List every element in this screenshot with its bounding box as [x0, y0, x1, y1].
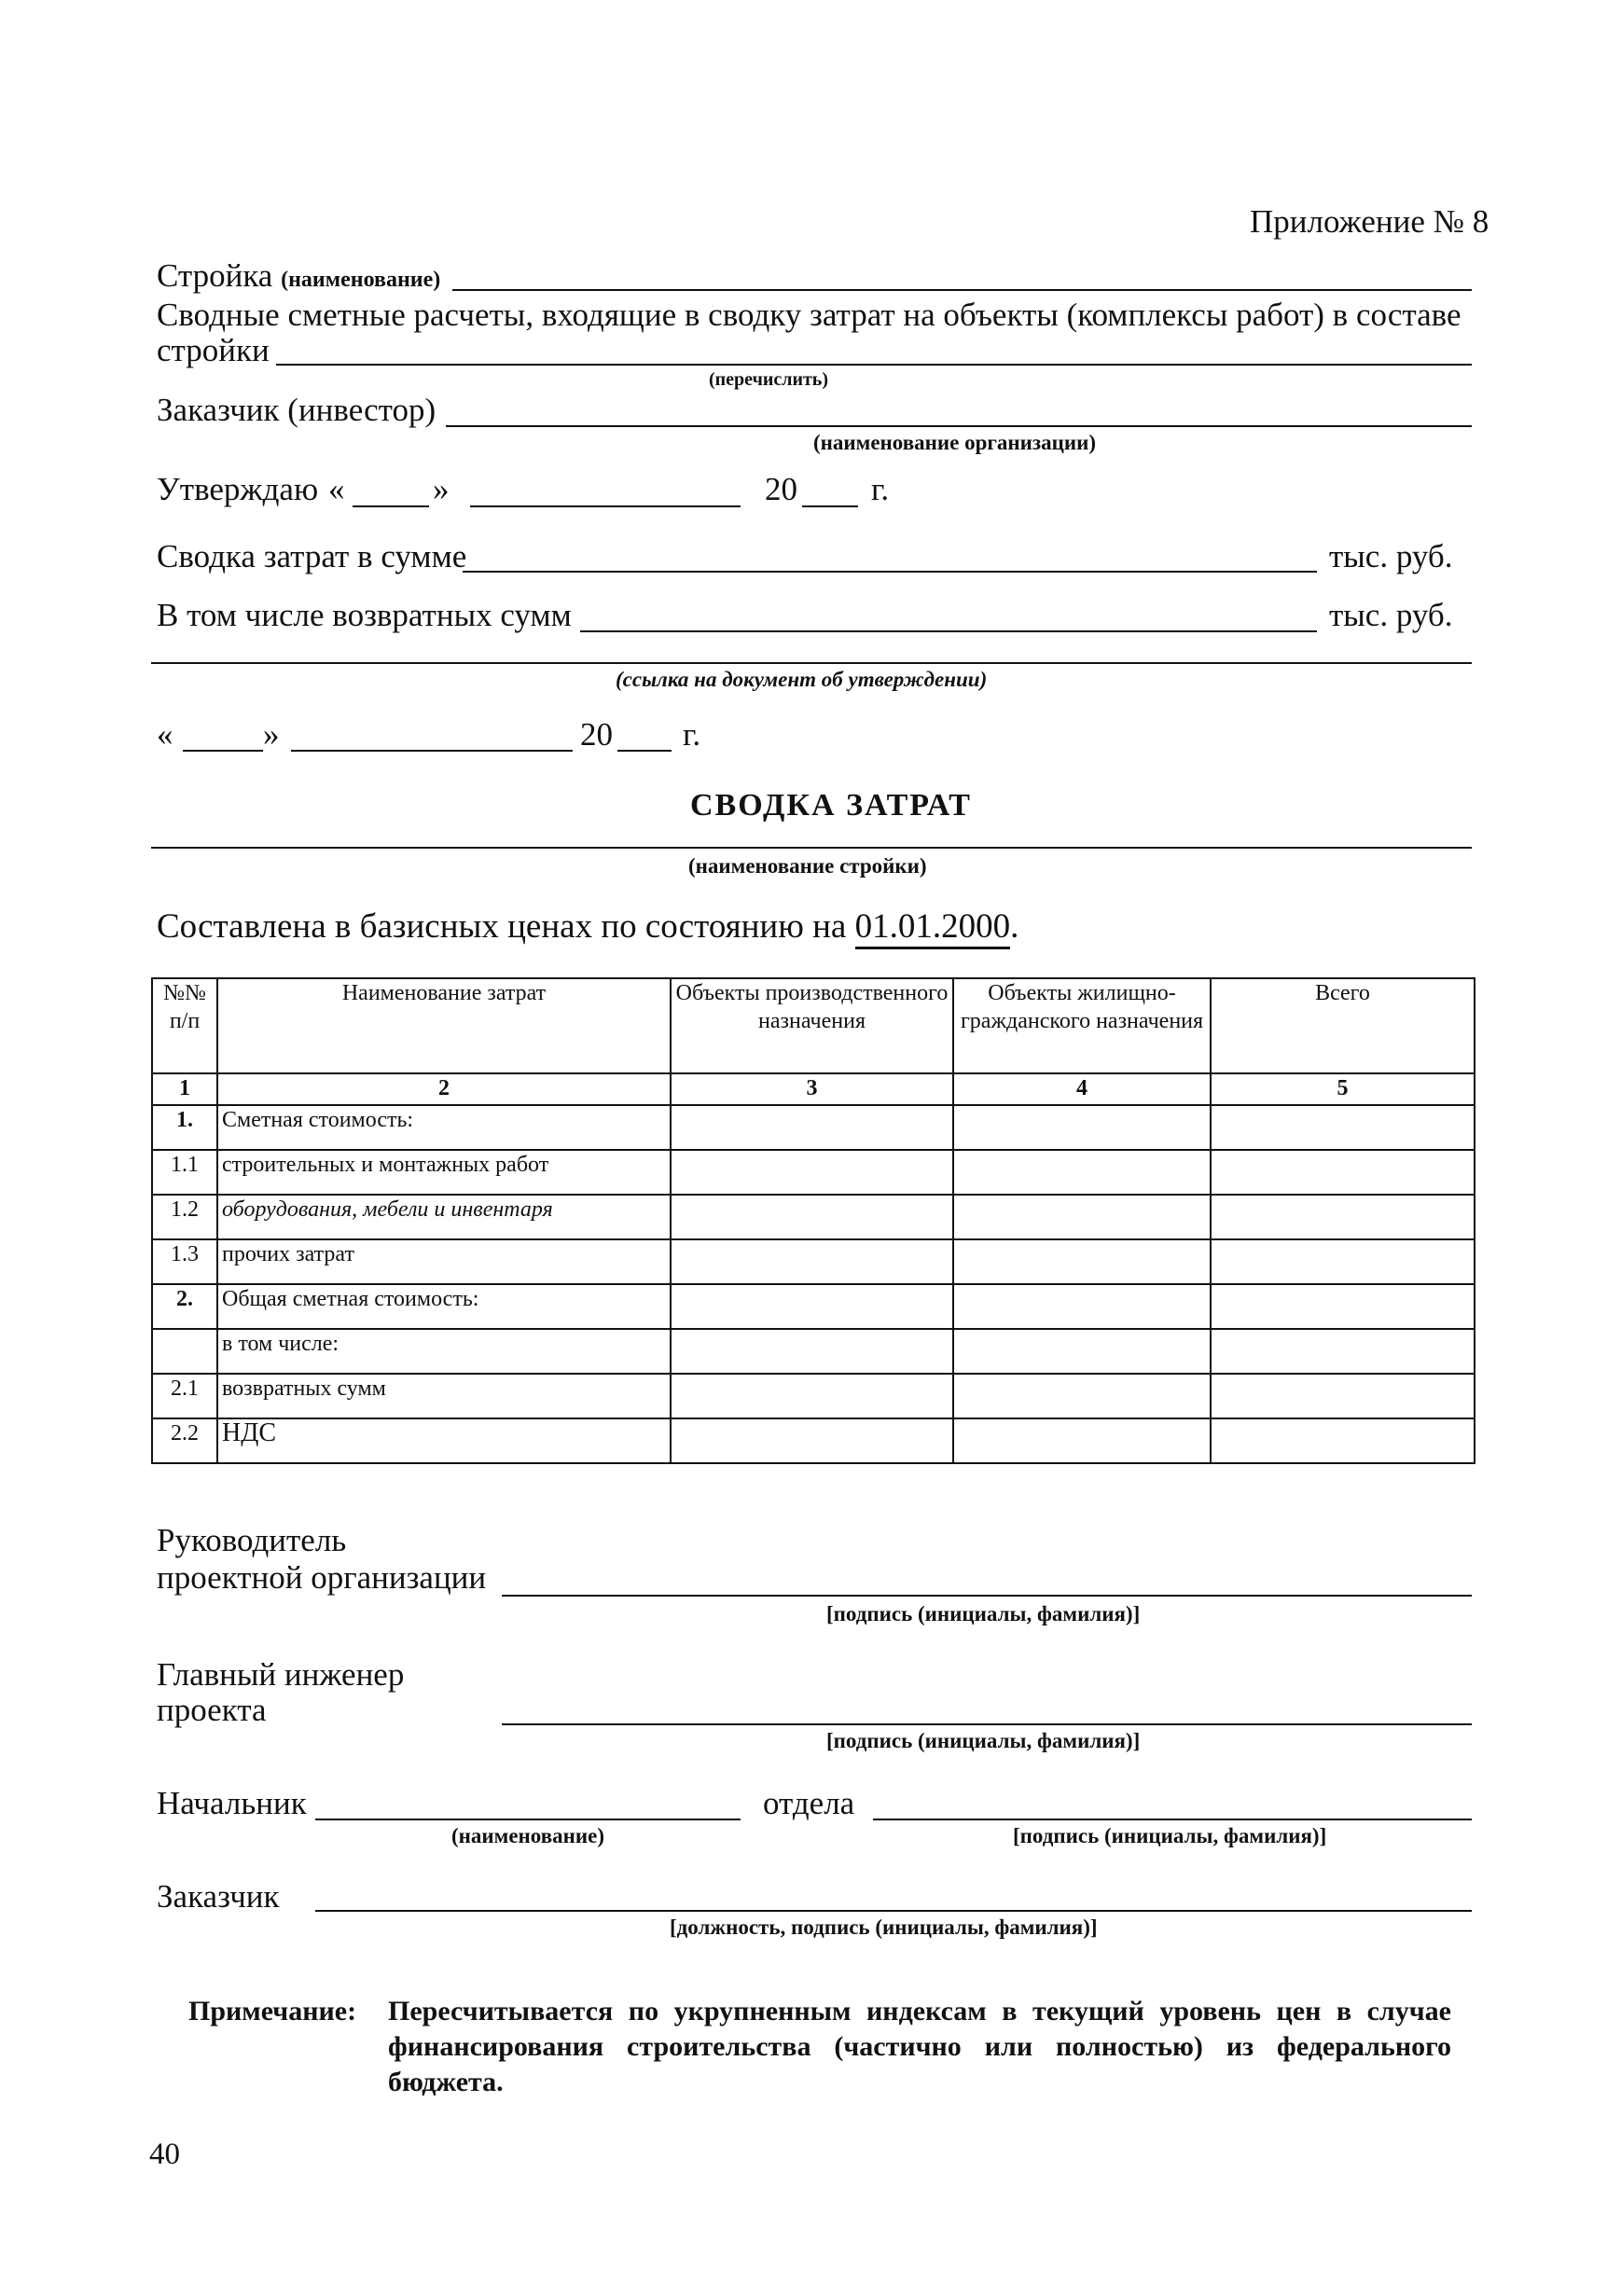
- summary-line2: Сводные сметные расчеты, входящие в сводку затрат на объекты (комплексы работ) в составе: [157, 297, 1462, 333]
- customer-investor-label: Заказчик (инвестор): [157, 392, 436, 428]
- hint-org-name: (наименование организации): [813, 431, 1096, 454]
- dept-label: отдела: [763, 1785, 855, 1821]
- approve-year-field[interactable]: [802, 505, 858, 507]
- table-row: [152, 1284, 1475, 1329]
- table-row: [152, 1239, 1475, 1284]
- cell-production[interactable]: [671, 1105, 953, 1150]
- cell-residential[interactable]: [953, 1284, 1211, 1329]
- approve-label: Утверждаю: [157, 471, 319, 507]
- row-number: 1.2: [152, 1195, 217, 1239]
- head-label-line2: проектной организации: [157, 1559, 487, 1596]
- row-name: оборудования, мебели и инвентаря: [217, 1195, 671, 1239]
- table-header-row: [152, 978, 1475, 1073]
- col-number: 3: [671, 1073, 953, 1105]
- date-year-prefix: 20: [580, 716, 613, 753]
- row-number: 1.1: [152, 1150, 217, 1195]
- row-number: 2.2: [152, 1418, 217, 1463]
- return-label: В том числе возвратных сумм: [157, 597, 572, 633]
- cell-residential[interactable]: [953, 1239, 1211, 1284]
- dept-name-field[interactable]: [315, 1819, 741, 1820]
- approve-year-prefix: 20: [765, 471, 797, 507]
- cell-residential[interactable]: [953, 1418, 1211, 1463]
- cell-residential[interactable]: [953, 1195, 1211, 1239]
- row-name: НДС: [217, 1418, 671, 1463]
- hint-signature-4: [должность, подпись (инициалы, фамилия)]: [670, 1916, 1098, 1939]
- header-production-objects: Объекты производственного назначения: [671, 978, 953, 1073]
- header-no: №№ п/п: [152, 978, 217, 1073]
- sum-field[interactable]: [463, 571, 1317, 573]
- table-row: [152, 1329, 1475, 1374]
- cell-total[interactable]: [1211, 1195, 1475, 1239]
- chief-engineer-line2: проекта: [157, 1692, 267, 1728]
- approve-day-field[interactable]: [353, 505, 429, 507]
- cell-total[interactable]: [1211, 1105, 1475, 1150]
- doc-ref-field[interactable]: [151, 662, 1472, 664]
- stroika-label: [157, 257, 440, 295]
- basis-line: [157, 906, 1018, 949]
- cell-residential[interactable]: [953, 1105, 1211, 1150]
- date-quote-close: »: [263, 716, 280, 753]
- row-number: [152, 1329, 217, 1374]
- return-field[interactable]: [580, 630, 1317, 632]
- row-name: возвратных сумм: [217, 1374, 671, 1418]
- date-year-suffix: г.: [683, 716, 701, 753]
- row-number: 2.1: [152, 1374, 217, 1418]
- row-name: строительных и монтажных работ: [217, 1150, 671, 1195]
- date-year-field[interactable]: [617, 750, 672, 752]
- sum-unit: тыс. руб.: [1329, 538, 1453, 574]
- document-title: СВОДКА ЗАТРАТ: [690, 788, 972, 823]
- basis-end: .: [1010, 907, 1019, 946]
- date-day-field[interactable]: [183, 750, 263, 752]
- hint-doc-ref: (ссылка на документ об утверждении): [616, 668, 988, 691]
- hint-signature-2: [подпись (инициалы, фамилия)]: [826, 1729, 1141, 1752]
- date-month-field[interactable]: [291, 750, 573, 752]
- note-text: Пересчитывается по укрупненным индексам в текущий уровень цен в случае финансирования строительства (частично или полностью) из федерального бюджета.: [388, 1996, 1451, 2097]
- approve-year-suffix: г.: [871, 471, 890, 507]
- stroika-field[interactable]: [452, 289, 1472, 291]
- cell-residential[interactable]: [953, 1150, 1211, 1195]
- basis-date: 01.01.2000: [855, 906, 1011, 949]
- row-number: 1.3: [152, 1239, 217, 1284]
- row-number: 2.: [152, 1284, 217, 1329]
- cell-total[interactable]: [1211, 1418, 1475, 1463]
- customer-signature-label: Заказчик: [157, 1878, 280, 1915]
- basis-text: Составлена в базисных ценах по состоянию на: [157, 907, 855, 946]
- sum-label: Сводка затрат в сумме: [157, 538, 467, 574]
- appendix-label: Приложение № 8: [1250, 203, 1489, 240]
- cost-summary-table: [151, 977, 1475, 1464]
- header-residential-objects: Объекты жилищно-гражданского назначения: [953, 978, 1211, 1073]
- stroika-text: Стройка: [157, 257, 273, 294]
- col-number: 5: [1211, 1073, 1475, 1105]
- cell-total[interactable]: [1211, 1150, 1475, 1195]
- dept-head-signature-field[interactable]: [873, 1819, 1472, 1820]
- row-number: 1.: [152, 1105, 217, 1150]
- approve-quote-open: «: [328, 471, 345, 507]
- header-cost-name: Наименование затрат: [217, 978, 671, 1073]
- header-total: Всего: [1211, 978, 1475, 1073]
- col-number: 4: [953, 1073, 1211, 1105]
- table-row: [152, 1374, 1475, 1418]
- approve-month-field[interactable]: [470, 505, 741, 507]
- note-label: Примечание:: [188, 1996, 357, 2026]
- row-name: Сметная стоимость:: [217, 1105, 671, 1150]
- cell-production[interactable]: [671, 1329, 953, 1374]
- hint-dept-name: (наименование): [451, 1824, 605, 1847]
- column-number-row: [152, 1073, 1475, 1105]
- cell-total[interactable]: [1211, 1284, 1475, 1329]
- cell-residential[interactable]: [953, 1374, 1211, 1418]
- head-signature-field[interactable]: [502, 1595, 1472, 1597]
- hint-signature-3: [подпись (инициалы, фамилия)]: [1013, 1824, 1327, 1847]
- cell-production[interactable]: [671, 1239, 953, 1284]
- stroiki-field[interactable]: [276, 364, 1472, 366]
- table-row: [152, 1418, 1475, 1463]
- cell-production[interactable]: [671, 1418, 953, 1463]
- table-row: [152, 1105, 1475, 1150]
- stroika-hint: (наименование): [281, 268, 441, 292]
- return-unit: тыс. руб.: [1329, 597, 1453, 633]
- page-number: 40: [149, 2137, 180, 2171]
- chief-engineer-signature-field[interactable]: [502, 1723, 1472, 1725]
- customer-investor-field[interactable]: [446, 425, 1472, 427]
- cell-total[interactable]: [1211, 1329, 1475, 1374]
- customer-signature-field[interactable]: [315, 1910, 1472, 1912]
- cell-residential[interactable]: [953, 1329, 1211, 1374]
- cell-production[interactable]: [671, 1150, 953, 1195]
- hint-perechislit: (перечислить): [709, 369, 829, 390]
- stroika-name-field[interactable]: [151, 847, 1472, 849]
- dept-head-label: Начальник: [157, 1785, 307, 1821]
- head-label-line1: Руководитель: [157, 1522, 347, 1558]
- approve-quote-close: »: [433, 471, 450, 507]
- row-name: прочих затрат: [217, 1239, 671, 1284]
- cell-production[interactable]: [671, 1374, 953, 1418]
- row-name: в том числе:: [217, 1329, 671, 1374]
- cell-total[interactable]: [1211, 1374, 1475, 1418]
- cell-production[interactable]: [671, 1284, 953, 1329]
- cell-production[interactable]: [671, 1195, 953, 1239]
- cell-total[interactable]: [1211, 1239, 1475, 1284]
- table-row: [152, 1150, 1475, 1195]
- chief-engineer-line1: Главный инженер: [157, 1656, 405, 1693]
- row-name: Общая сметная стоимость:: [217, 1284, 671, 1329]
- col-number: 1: [152, 1073, 217, 1105]
- date-quote-open: «: [157, 716, 173, 753]
- col-number: 2: [217, 1073, 671, 1105]
- hint-signature-1: [подпись (инициалы, фамилия)]: [826, 1602, 1141, 1625]
- hint-stroika-name: (наименование стройки): [688, 854, 927, 878]
- summary-line3-label: стройки: [157, 332, 270, 368]
- table-row: [152, 1195, 1475, 1239]
